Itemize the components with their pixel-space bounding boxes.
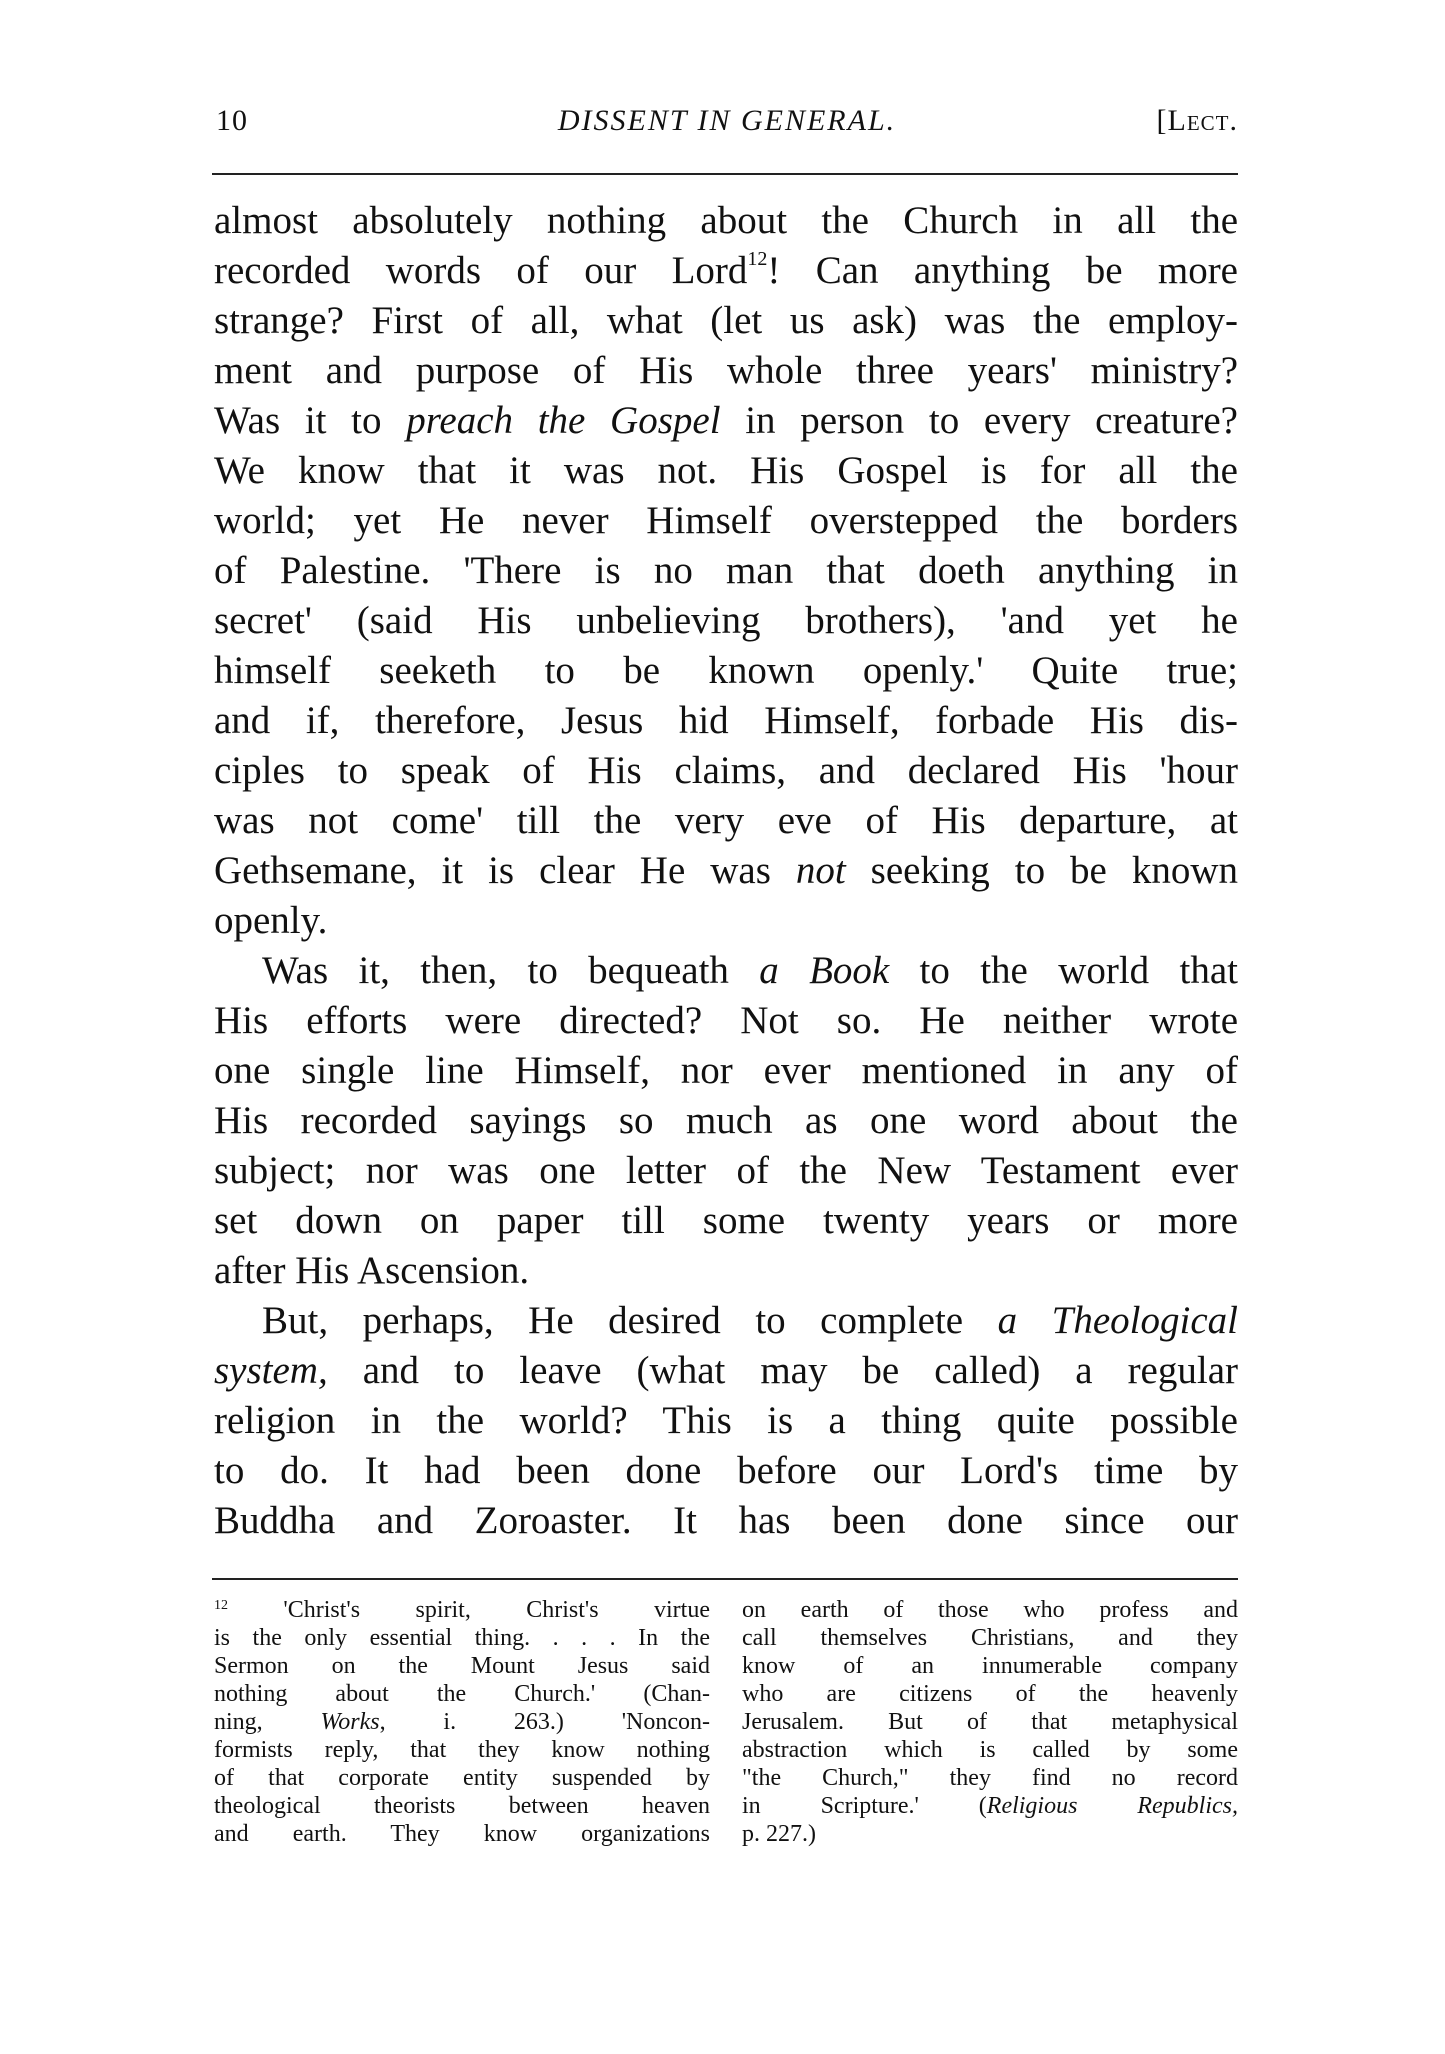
footnote-rule: [212, 1578, 1238, 1580]
text-line: subject; nor was one letter of the New Testament ever: [214, 1149, 1238, 1192]
text-run: to the world that: [889, 949, 1238, 992]
section-bracket: [: [1156, 104, 1168, 137]
text-run: But, perhaps, He desired to complete: [262, 1299, 998, 1342]
footnote-line: nothing about the Church.' (Chan-: [214, 1681, 710, 1707]
text-line: [214, 396, 1238, 446]
text-line: strange? First of all, what (let us ask) was the employ-: [214, 299, 1238, 342]
footnote-line: formists reply, that they know nothing: [214, 1737, 710, 1763]
footnote-column-right: [742, 1596, 1238, 1848]
italic-phrase: a Theological: [997, 1299, 1238, 1342]
italic-phrase: not: [795, 849, 846, 892]
text-line: We know that it was not. His Gospel is for all the: [214, 449, 1238, 492]
italic-phrase: a Book: [759, 949, 890, 992]
text-line: [214, 946, 1238, 996]
text-line: after His Ascension.: [214, 1249, 530, 1292]
footnote-line: and earth. They know organizations: [214, 1821, 710, 1847]
text-run: ning,: [214, 1709, 321, 1735]
text-line: [214, 1346, 1238, 1396]
footnote-line: [214, 1596, 710, 1624]
text-line: secret' (said His unbelieving brothers), 'and yet he: [214, 599, 1238, 642]
text-line: His efforts were directed? Not so. He neither wrote: [214, 999, 1238, 1042]
footnote-line: [214, 1708, 710, 1736]
text-line: of Palestine. 'There is no man that doeth anything in: [214, 549, 1238, 592]
footnote-line: Jerusalem. But of that metaphysical: [742, 1709, 1238, 1735]
footnote-column-left: [214, 1596, 710, 1848]
italic-phrase: Works: [320, 1709, 380, 1735]
text-line: religion in the world? This is a thing quite possible: [214, 1399, 1238, 1442]
running-title: DISSENT IN GENERAL.: [557, 104, 897, 137]
text-run: Was it to: [214, 399, 407, 442]
text-line: and if, therefore, Jesus hid Himself, forbade His dis-: [214, 699, 1238, 742]
running-head: [216, 104, 1238, 152]
text-line: openly.: [214, 899, 328, 942]
text-run: , i. 263.) 'Noncon-: [379, 1709, 710, 1735]
page-number: 10: [216, 104, 248, 137]
footnote-line: on earth of those who profess and: [742, 1597, 1238, 1623]
text-line: ciples to speak of His claims, and declared His 'hour: [214, 749, 1238, 792]
text-line: [214, 1296, 1238, 1346]
footnote-line: who are citizens of the heavenly: [742, 1681, 1238, 1707]
text-run: seeking to be known: [845, 849, 1238, 892]
text-line: to do. It had been done before our Lord's time by: [214, 1449, 1238, 1492]
text-run: and to leave (what may be called) a regular: [327, 1349, 1238, 1392]
footnote-line: theological theorists between heaven: [214, 1793, 710, 1819]
footnote-line: of that corporate entity suspended by: [214, 1765, 710, 1791]
text-run: in Scripture.' (: [742, 1793, 987, 1819]
text-line: His recorded sayings so much as one word about the: [214, 1099, 1238, 1142]
text-line: one single line Himself, nor ever mentioned in any of: [214, 1049, 1238, 1092]
text-line: himself seeketh to be known openly.' Quite true;: [214, 649, 1238, 692]
text-run: recorded words of our Lord: [214, 249, 748, 292]
text-line: world; yet He never Himself overstepped the borders: [214, 499, 1238, 542]
text-run: Gethsemane, it is clear He was: [214, 849, 796, 892]
italic-phrase: system,: [214, 1349, 328, 1392]
header-rule: [212, 173, 1238, 175]
italic-phrase: preach the Gospel: [406, 399, 721, 442]
footnote-reference: 12: [747, 248, 768, 270]
footnote-line: [742, 1792, 1238, 1820]
text-line: ment and purpose of His whole three years' ministry?: [214, 349, 1238, 392]
footnote-line: p. 227.): [742, 1821, 816, 1847]
running-section: [1157, 104, 1239, 138]
text-run: ! Can anything be more: [767, 249, 1238, 292]
text-run: in person to every creature?: [720, 399, 1238, 442]
footnote-line: abstraction which is called by some: [742, 1737, 1238, 1763]
footnote-line: know of an innumerable company: [742, 1653, 1238, 1679]
text-run: Was it, then, to bequeath: [262, 949, 760, 992]
text-line: [214, 246, 1238, 296]
footnote-line: Sermon on the Mount Jesus said: [214, 1653, 710, 1679]
text-line: was not come' till the very eve of His departure, at: [214, 799, 1238, 842]
text-line: almost absolutely nothing about the Church in all the: [214, 199, 1238, 242]
text-run: 'Christ's spirit, Christ's virtue: [283, 1597, 710, 1623]
section-label: Lect.: [1167, 104, 1238, 137]
footnote-line: call themselves Christians, and they: [742, 1625, 1238, 1651]
body-text: [214, 196, 1238, 1546]
text-line: [214, 846, 1238, 896]
footnote-line: "the Church," they find no record: [742, 1765, 1238, 1791]
text-line: Buddha and Zoroaster. It has been done since our: [214, 1499, 1238, 1542]
text-line: set down on paper till some twenty years or more: [214, 1199, 1238, 1242]
footnote-number: 12: [214, 1598, 228, 1613]
footnote-line: is the only essential thing. . . . In the: [214, 1625, 710, 1651]
italic-phrase: Religious Republics,: [986, 1793, 1238, 1819]
